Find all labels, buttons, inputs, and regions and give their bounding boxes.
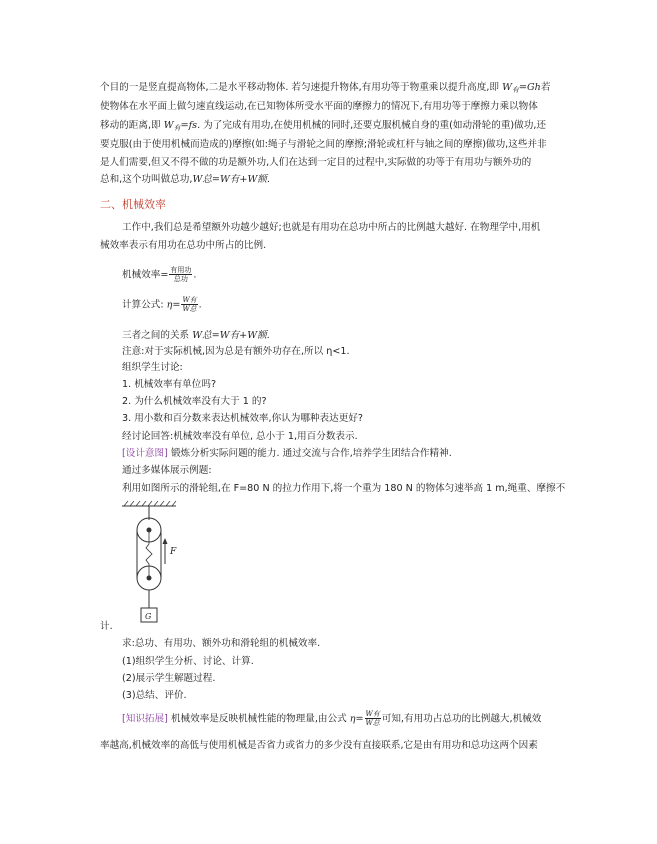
text: 若: [540, 82, 551, 93]
conclusion-line: 经讨论回答:机械效率没有单位, 总小于 1,用百分数表示.: [122, 431, 358, 442]
rope-middle: [146, 530, 152, 578]
label: 三者之间的关系: [122, 330, 190, 341]
para1-line4: 要克服(由于使用机械而造成的)摩擦(如:绳子与滑轮之间的摩擦;滑轮或杠杆与轴之间的摩擦)做功,这些并非: [100, 139, 547, 150]
eta: η=: [349, 713, 364, 725]
label: 机械效率=: [122, 269, 169, 281]
design-intent-text: 锻炼分析实际问题的能力. 通过交流与合作,培养学生团结合作精神.: [170, 448, 452, 459]
formula: W总=W有+W额.: [192, 330, 270, 341]
force-arrow-head: [163, 538, 168, 544]
question-3: 3. 用小数和百分数来表达机械效率,你认为哪种表达更好?: [122, 413, 364, 424]
force-label: F: [170, 547, 177, 557]
step-2: (2)展示学生解题过程.: [122, 673, 216, 684]
text: 总和,这个功叫做总功,: [100, 174, 193, 185]
text: 移动的距离,即: [100, 120, 161, 131]
extension-line1: [122, 710, 541, 729]
text: . 为了完成有用功,在使用机械的同时,还要克服机械自身的重(如动滑轮的重)做功,还: [197, 120, 546, 131]
extension-text-b: 可知,有用功占总功的比例越大,机械效: [381, 713, 542, 725]
label: 计算公式:: [122, 299, 164, 311]
problem-line2: 计.: [100, 621, 113, 632]
formula-w: $W_有=Gh$: [502, 82, 541, 94]
calc-formula: 计算公式: η= $\frac{\text{W有}}{\text{W总}}$ .: [122, 296, 202, 313]
problem-line1: 利用如图所示的滑轮组,在 F=80 N 的拉力作用下,将一个重为 180 N 的物体匀速举高 1 m,绳重、摩擦不: [122, 483, 566, 494]
question-2: 2. 为什么机械效率没有大于 1 的?: [122, 396, 267, 407]
para1-line6: [100, 174, 270, 186]
problem-ask: 求:总功、有用功、额外功和滑轮组的机械效率.: [122, 638, 321, 649]
formula: W总=W有+W额.: [192, 174, 270, 185]
extension-tag: [知识拓展]: [122, 713, 168, 725]
extension-line2: 率越高,机械效率的高低与使用机械是否省力或省力的多少没有直接联系,它是由有用功和总功这两个因素: [100, 740, 538, 751]
para2-line2: 械效率表示有用功在总功中所占的比例.: [100, 240, 267, 251]
relation-line: [122, 330, 270, 342]
para1-line5: 是人们需要,但又不得不做的功是额外功,人们在达到一定目的过程中,实际做的功等于有用功与额外功的: [100, 157, 532, 168]
para1-line3: [100, 120, 546, 134]
numerator: W有: [365, 710, 380, 718]
denominator: W总: [365, 719, 380, 727]
fraction: [365, 710, 381, 727]
formula-w: $W_有=fs$: [163, 120, 198, 132]
question-1: 1. 机械效率有单位吗?: [122, 379, 217, 390]
discussion-title: 组织学生讨论:: [122, 362, 183, 373]
section-heading: 二、机械效率: [100, 198, 166, 211]
para2-line1: 工作中,我们总是希望额外功越少越好;也就是有用功在总功中所占的比例越大越好. 在物理学中,用机: [122, 222, 541, 233]
pulley-diagram: [118, 498, 182, 626]
efficiency-definition: 机械效率= $\frac{\text{有用功}}{\text{总功}}$ .: [122, 266, 197, 283]
numerator: W有: [182, 296, 197, 304]
denominator: 总功: [173, 275, 188, 283]
fraction: [181, 296, 197, 313]
weight-label: G: [145, 612, 152, 621]
step-3: (3)总结、评价.: [122, 690, 187, 701]
numerator: 有用功: [170, 266, 192, 274]
text: 个目的一是竖直提高物体,二是水平移动物体. 若匀速提升物体,有用功等于物重乘以提升高度,即: [100, 82, 499, 93]
para1-line2: 使物体在水平面上做匀速直线运动,在已知物体所受水平面的摩擦力的情况下,有用功等于摩擦力乘以物体: [100, 101, 538, 112]
denominator: W总: [182, 305, 197, 313]
design-intent-line: [122, 448, 452, 460]
para1-line1: [100, 82, 550, 96]
fraction: [169, 266, 192, 283]
ceiling-hatch: [124, 501, 176, 506]
step-1: (1)组织学生分析、讨论、计算.: [122, 656, 254, 667]
media-example-line: 通过多媒体展示例题:: [122, 465, 212, 476]
extension-text: 机械效率是反映机械性能的物理量,由公式: [170, 713, 347, 725]
design-intent-tag: [设计意图]: [122, 448, 168, 459]
eta: η=: [166, 299, 181, 311]
note-line: 注意:对于实际机械,因为总是有额外功存在,所以 η<1.: [122, 346, 350, 357]
